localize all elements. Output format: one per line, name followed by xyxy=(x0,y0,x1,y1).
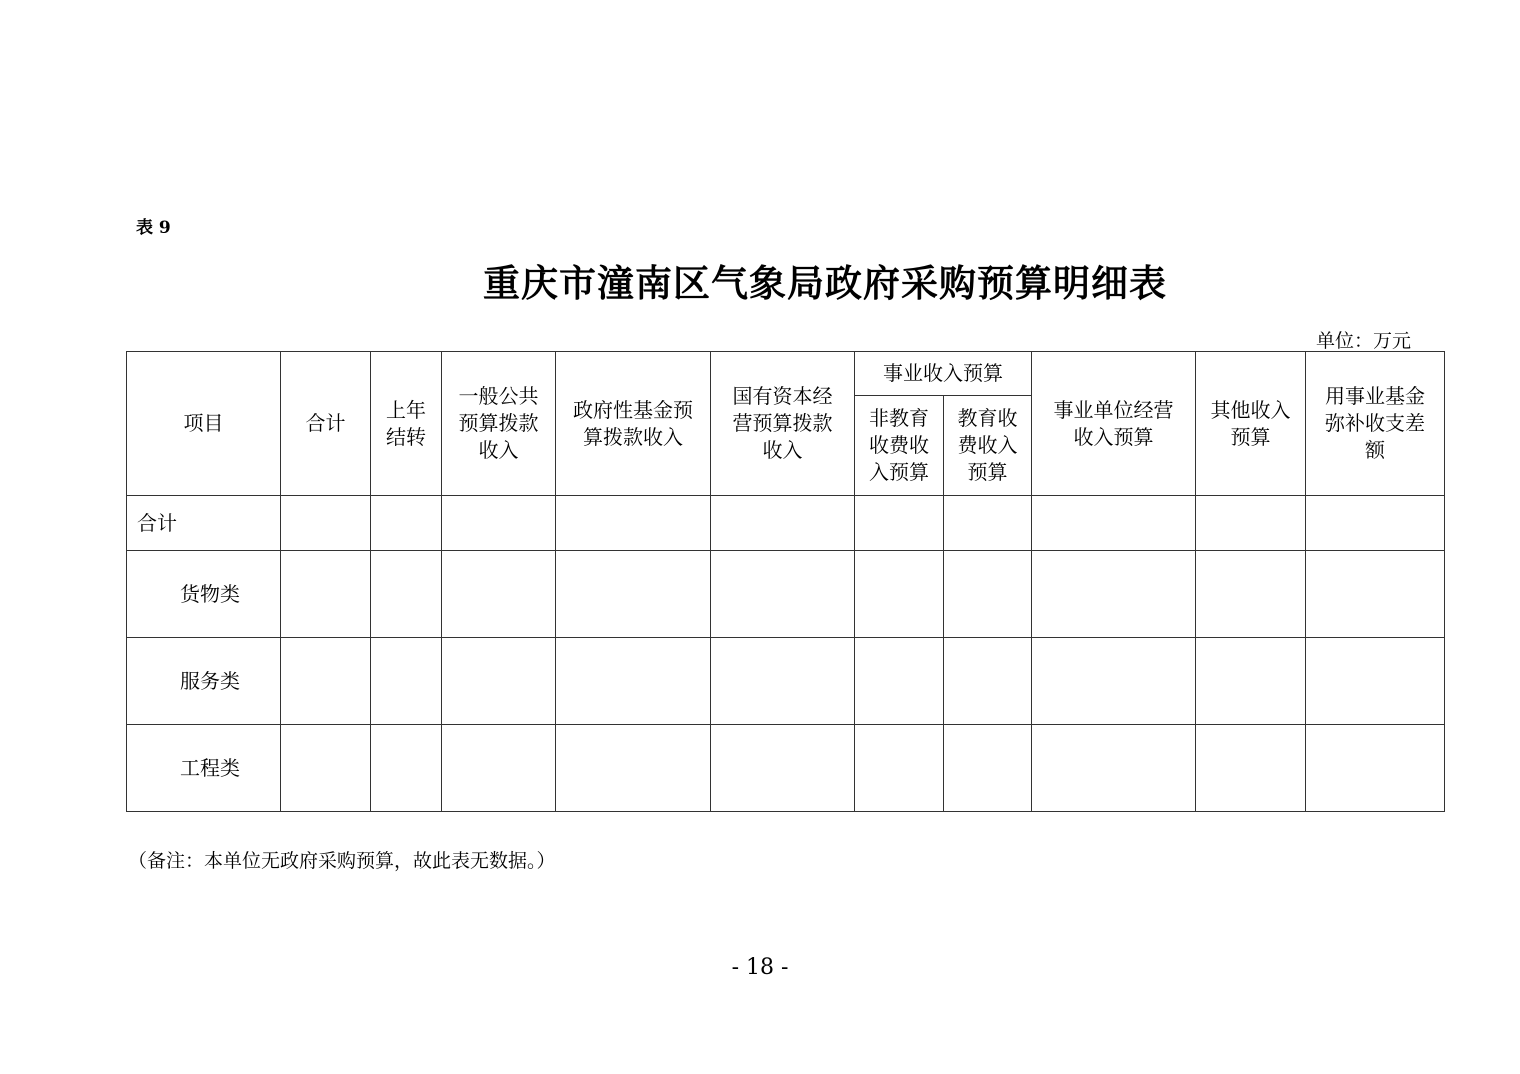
document-title: 重庆市潼南区气象局政府采购预算明细表 xyxy=(483,261,1167,305)
cell xyxy=(556,725,711,812)
table-row xyxy=(127,725,1445,812)
cell xyxy=(1196,725,1306,812)
footnote: （备注：本单位无政府采购预算，故此表无数据。） xyxy=(128,850,556,872)
header-general-public xyxy=(442,352,556,496)
cell xyxy=(1032,496,1196,551)
cell xyxy=(442,725,556,812)
header-non-edu-fee xyxy=(855,396,944,496)
procurement-budget-table xyxy=(126,351,1445,812)
cell xyxy=(944,496,1032,551)
row-label: 工程类 xyxy=(127,725,281,812)
header-edu-fee xyxy=(944,396,1032,496)
header-gov-fund-text: 政府性基金预算拨款收入 xyxy=(573,397,693,449)
cell xyxy=(1032,638,1196,725)
cell xyxy=(371,496,442,551)
header-fund-offset xyxy=(1306,352,1445,496)
cell xyxy=(711,638,855,725)
table-row xyxy=(127,638,1445,725)
cell xyxy=(281,496,371,551)
header-business-income: 事业收入预算 xyxy=(855,352,1032,396)
row-label: 合计 xyxy=(127,496,281,551)
cell xyxy=(281,638,371,725)
cell xyxy=(1306,725,1445,812)
row-label: 货物类 xyxy=(127,551,281,638)
header-item: 项目 xyxy=(127,352,281,496)
cell xyxy=(1032,725,1196,812)
cell xyxy=(944,638,1032,725)
page-number: - 18 - xyxy=(731,955,789,980)
header-operation-income-text: 事业单位经营收入预算 xyxy=(1053,397,1174,449)
cell xyxy=(281,551,371,638)
unit-label: 单位：万元 xyxy=(1316,330,1412,352)
table-number: 表 9 xyxy=(136,218,171,238)
cell xyxy=(711,725,855,812)
cell xyxy=(442,551,556,638)
cell xyxy=(281,725,371,812)
header-state-capital xyxy=(711,352,855,496)
cell xyxy=(371,725,442,812)
header-general-public-text: 一般公共预算拨款收入 xyxy=(458,384,539,462)
cell xyxy=(1306,496,1445,551)
cell xyxy=(1306,638,1445,725)
header-edu-fee-text: 教育收费收入预算 xyxy=(957,406,1018,484)
cell xyxy=(944,551,1032,638)
cell xyxy=(371,551,442,638)
cell xyxy=(1032,551,1196,638)
header-other-income xyxy=(1196,352,1306,496)
cell xyxy=(1196,638,1306,725)
cell xyxy=(944,725,1032,812)
cell xyxy=(442,496,556,551)
header-operation-income xyxy=(1032,352,1196,496)
cell xyxy=(556,551,711,638)
cell xyxy=(855,551,944,638)
cell xyxy=(556,496,711,551)
cell xyxy=(855,496,944,551)
cell xyxy=(711,551,855,638)
header-non-edu-fee-text: 非教育收费收入预算 xyxy=(869,406,929,484)
header-state-capital-text: 国有资本经营预算拨款收入 xyxy=(732,384,833,462)
row-label: 服务类 xyxy=(127,638,281,725)
header-gov-fund xyxy=(556,352,711,496)
cell xyxy=(1306,551,1445,638)
header-fund-offset-text: 用事业基金弥补收支差额 xyxy=(1325,384,1425,462)
cell xyxy=(855,638,944,725)
table-row xyxy=(127,551,1445,638)
cell xyxy=(1196,496,1306,551)
cell xyxy=(855,725,944,812)
cell xyxy=(556,638,711,725)
cell xyxy=(442,638,556,725)
header-total: 合计 xyxy=(281,352,371,496)
cell xyxy=(371,638,442,725)
table-row xyxy=(127,496,1445,551)
header-carryover xyxy=(371,352,442,496)
header-carryover-text: 上年结转 xyxy=(386,397,426,449)
header-other-income-text: 其他收入预算 xyxy=(1210,397,1291,449)
cell xyxy=(711,496,855,551)
cell xyxy=(1196,551,1306,638)
